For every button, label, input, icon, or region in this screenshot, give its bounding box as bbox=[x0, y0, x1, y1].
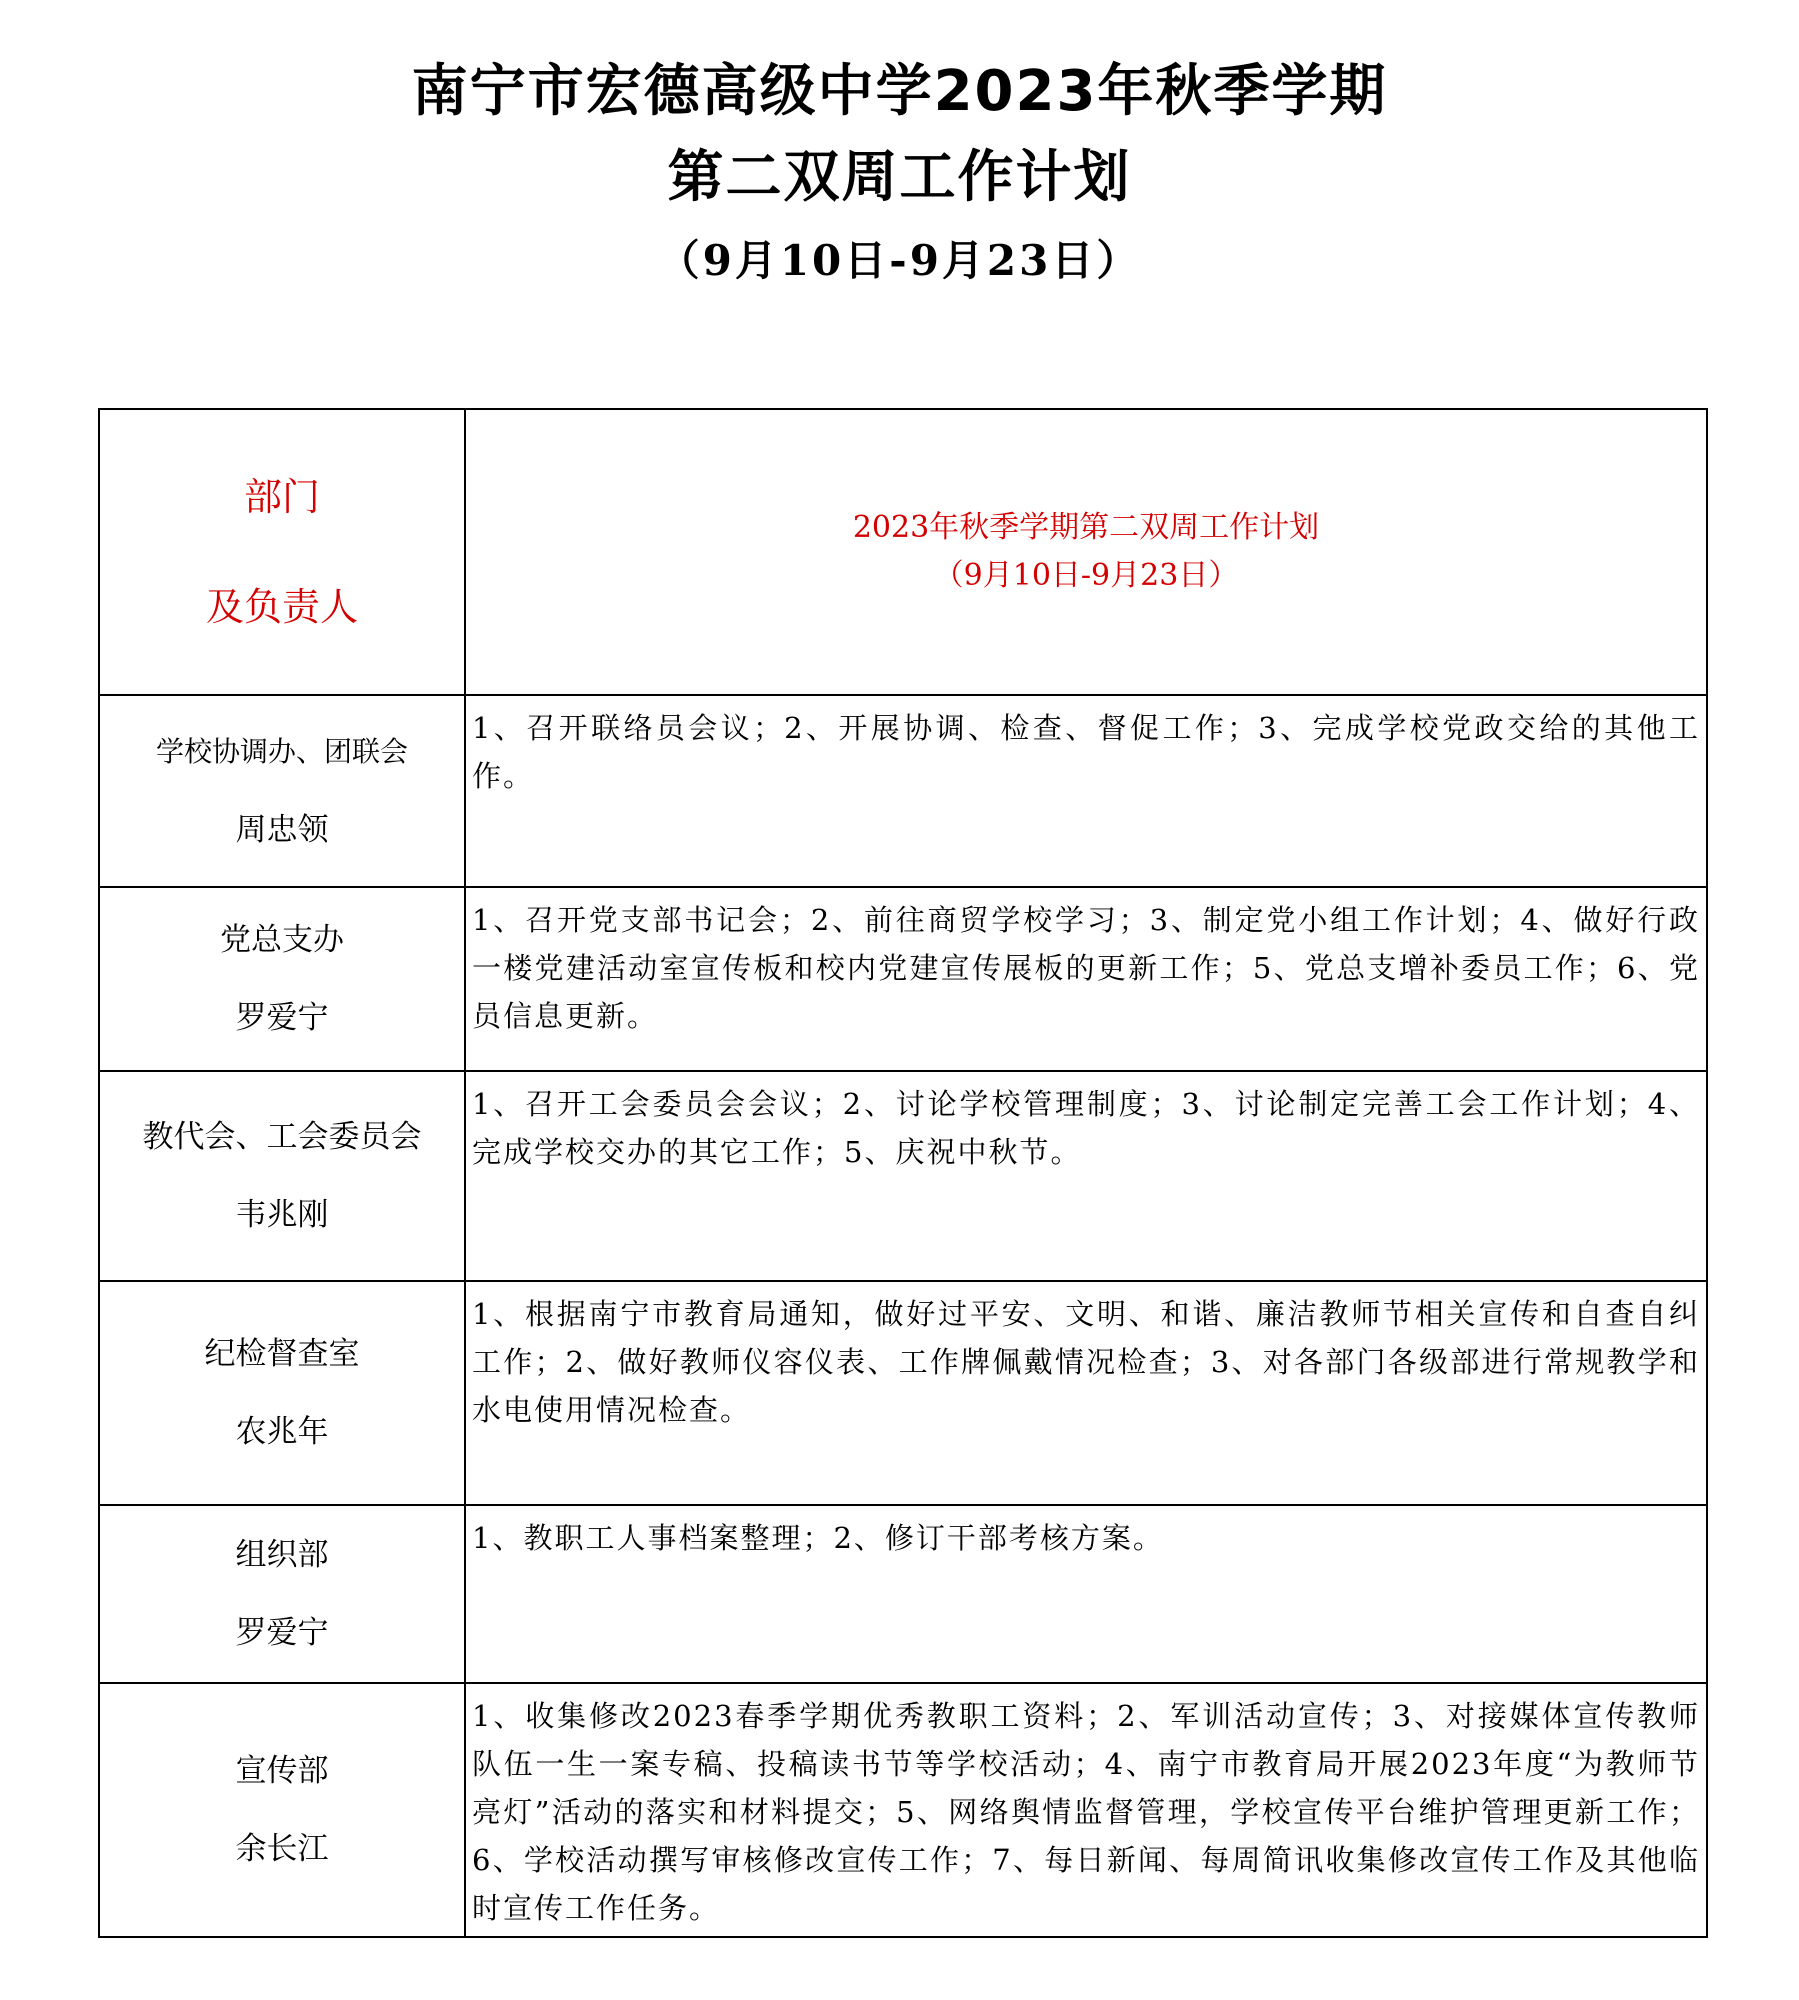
department-cell bbox=[99, 1281, 465, 1505]
department-cell bbox=[99, 1683, 465, 1937]
task-cell: 1、召开工会委员会会议；2、讨论学校管理制度；3、讨论制定完善工会工作计划；4、完成学校交办的其它工作；5、庆祝中秋节。 bbox=[465, 1071, 1707, 1281]
table-header-row bbox=[99, 409, 1707, 695]
task-cell: 1、召开联络员会议；2、开展协调、检查、督促工作；3、完成学校党政交给的其他工作。 bbox=[465, 695, 1707, 887]
responsible-person: 余长江 bbox=[235, 1831, 329, 1867]
plan-header-line2: （9月10日-9月23日） bbox=[933, 558, 1239, 593]
plan-header-cell bbox=[465, 409, 1707, 695]
task-cell: 1、收集修改2023春季学期优秀教职工资料；2、军训活动宣传；3、对接媒体宣传教师队伍一生一案专稿、投稿读书节等学校活动；4、南宁市教育局开展2023年度“为教师节亮灯”活动的落实和材料提交；5、网络舆情监督管理，学校宣传平台维护管理更新工作；6、学校活动撰写审核修改宣传工作；7、每日新闻、每周简讯收集修改宣传工作及其他临时宣传工作任务。 bbox=[465, 1683, 1707, 1937]
task-cell: 1、召开党支部书记会；2、前往商贸学校学习；3、制定党小组工作计划；4、做好行政一楼党建活动室宣传板和校内党建宣传展板的更新工作；5、党总支增补委员工作；6、党员信息更新。 bbox=[465, 887, 1707, 1071]
responsible-person: 罗爱宁 bbox=[235, 1000, 329, 1036]
responsible-person: 韦兆刚 bbox=[235, 1197, 329, 1233]
responsible-person: 罗爱宁 bbox=[235, 1615, 329, 1651]
document-date-range: （9月10日-9月23日） bbox=[657, 236, 1142, 285]
department-header-cell bbox=[99, 409, 465, 695]
task-cell: 1、根据南宁市教育局通知，做好过平安、文明、和谐、廉洁教师节相关宣传和自查自纠工作；2、做好教师仪容仪表、工作牌佩戴情况检查；3、对各部门各级部进行常规教学和水电使用情况检查。 bbox=[465, 1281, 1707, 1505]
table-row bbox=[99, 1683, 1707, 1937]
department-name: 组织部 bbox=[235, 1537, 329, 1573]
table-row bbox=[99, 887, 1707, 1071]
department-cell bbox=[99, 887, 465, 1071]
table-row bbox=[99, 1505, 1707, 1683]
plan-header-line1: 2023年秋季学期第二双周工作计划 bbox=[852, 510, 1320, 545]
department-cell bbox=[99, 695, 465, 887]
department-header-line2: 及负责人 bbox=[205, 585, 358, 629]
department-name: 纪检督查室 bbox=[204, 1336, 360, 1372]
department-name: 教代会、工会委员会 bbox=[142, 1119, 422, 1155]
department-name: 宣传部 bbox=[235, 1753, 329, 1789]
table-row bbox=[99, 1071, 1707, 1281]
table-row bbox=[99, 1281, 1707, 1505]
department-cell bbox=[99, 1071, 465, 1281]
table-row bbox=[99, 695, 1707, 887]
document-title-line2: 第二双周工作计划 bbox=[667, 145, 1132, 210]
task-cell: 1、教职工人事档案整理；2、修订干部考核方案。 bbox=[465, 1505, 1707, 1683]
department-cell bbox=[99, 1505, 465, 1683]
responsible-person: 周忠领 bbox=[235, 812, 329, 848]
department-name: 学校协调办、团联会 bbox=[155, 735, 408, 768]
responsible-person: 农兆年 bbox=[235, 1414, 329, 1450]
department-header-line1: 部门 bbox=[243, 475, 320, 519]
document-title-line1: 南宁市宏德高级中学2023年秋季学期 bbox=[411, 59, 1388, 124]
work-plan-table bbox=[98, 408, 1708, 1938]
department-name: 党总支办 bbox=[220, 922, 344, 958]
